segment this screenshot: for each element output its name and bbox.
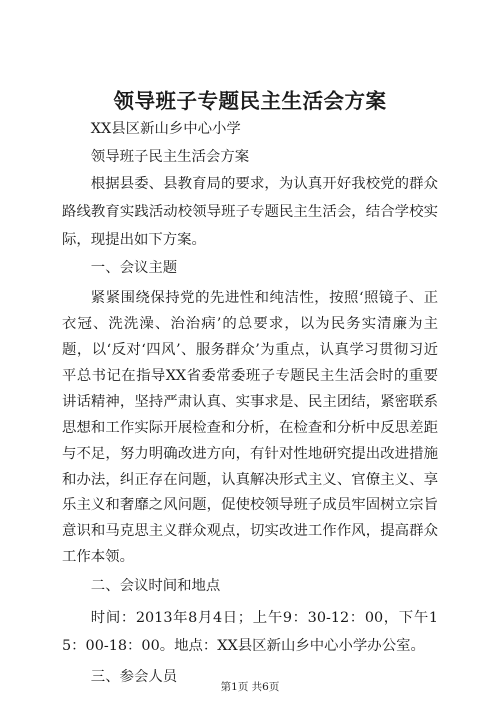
page-number: 第1页 共6页 [220,681,280,693]
paragraph-intro: 根据县委、县教育局的要求，为认真开好我校党的群众路线教育实践活动校领导班子专题民主生活会，结合学校实际，现提出如下方案。 [62,176,438,248]
document-title: 领导班子专题民主生活会方案 [113,89,387,113]
heading-time-place: 二、会议时间和地点 [90,578,221,595]
paragraph-school-name: XX县区新山乡中心小学 [90,121,241,137]
document-body [62,116,438,692]
paragraph-plan-name: 领导班子民主生活会方案 [90,148,250,165]
paragraph-time-place: 时间：2013年8月4日；上午9：30-12：00，下午15：00-18：00。地点：XX县区新山乡中心小学办公室。 [62,609,438,654]
heading-attendees: 三、参会人员 [90,669,178,686]
paragraph-meeting-theme: 紧紧围绕保持党的先进性和纯洁性，按照‘照镜子、正衣冠、洗洗澡、治治病’的总要求，以为民务实清廉为主题，以‘反对‘四风’、服务群众’为重点，认真学习贯彻习近平总书记在指导XX省委常委班子专题民主生活会时的重要讲话精神，坚持严肃认真、实事求是、民主团结，紧密联系思想和工作实际开展检查和分析，在检查和分析中反思差距与不足，努力明确改进方向，有针对性地研究提出改进措施和办法，纠正存在问题，认真解决形式主义、官僚主义、享乐主义和奢靡之风问题，促使校领导班子成员牢固树立宗旨意识和马克思主义群众观点，切实改进工作作风，提高群众工作本领。 [62,290,438,566]
heading-meeting-theme: 一、会议主题 [90,259,178,276]
